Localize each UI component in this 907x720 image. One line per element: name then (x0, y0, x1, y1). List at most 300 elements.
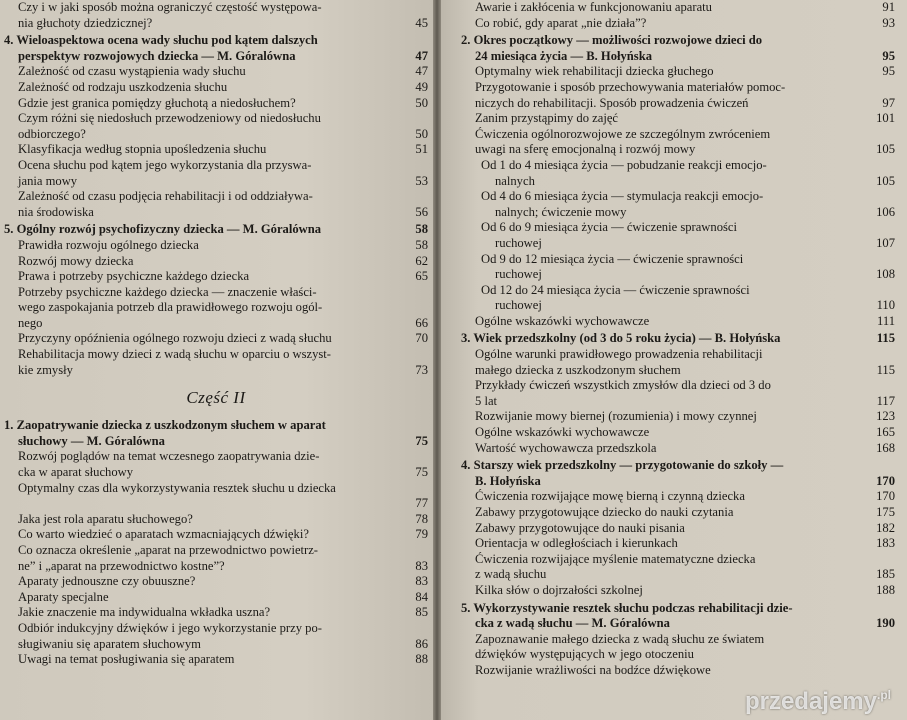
toc-entry-text (18, 300, 322, 316)
toc-page-number: 73 (415, 362, 428, 377)
toc-entry-text (495, 205, 626, 221)
toc-page-number: 53 (415, 173, 428, 188)
toc-page-number: 168 (876, 440, 895, 455)
toc-entry-text (18, 481, 336, 497)
toc-entry-text (475, 536, 678, 552)
toc-page-number: 182 (876, 520, 895, 535)
toc-page-number: 95 (882, 64, 895, 79)
toc-page-number: 123 (876, 409, 895, 424)
toc-entry-text (475, 663, 711, 679)
toc-entry-title: Uwagi na temat posługiwania się aparatem (18, 652, 235, 667)
toc-entry (4, 512, 428, 528)
right-toc-column (461, 0, 895, 679)
toc-entry-text (481, 158, 767, 174)
toc-page-number: 50 (415, 95, 428, 110)
toc-entry (4, 16, 428, 32)
toc-chapter-number: 5. (4, 222, 17, 237)
toc-page-number: 106 (876, 204, 895, 219)
toc-entry (4, 316, 428, 332)
toc-entry-text (18, 637, 201, 653)
toc-entry-text (475, 96, 748, 112)
toc-page-number: 79 (415, 527, 428, 542)
toc-entry-title: Wartość wychowawcza przedszkola (475, 440, 657, 455)
toc-entry-title: ruchowej (495, 235, 542, 250)
toc-entry-text (481, 252, 743, 268)
toc-entry (4, 590, 428, 606)
toc-entry (461, 505, 895, 521)
toc-entry (461, 647, 895, 663)
toc-chapter-entry (461, 331, 895, 347)
toc-page-number: 165 (876, 425, 895, 440)
toc-entry (461, 80, 895, 96)
toc-page-number: 190 (876, 616, 895, 631)
toc-entry-title: Jaka jest rola aparatu słuchowego? (18, 511, 193, 526)
toc-chapter-entry (4, 33, 428, 49)
toc-entry-text (18, 574, 195, 590)
toc-entry (461, 521, 895, 537)
toc-entry-text (18, 285, 317, 301)
toc-page-number: 115 (876, 331, 895, 346)
toc-entry-title: Ćwiczenia rozwijające mowę bierną i czynną dziecka (475, 489, 745, 504)
toc-entry-title: perspektyw rozwojowych dziecka — M. Góralówna (18, 48, 296, 63)
toc-entry (4, 434, 428, 450)
toc-entry (4, 127, 428, 143)
toc-entry-text (475, 64, 714, 80)
toc-entry-text (475, 552, 755, 568)
toc-entry-title: Potrzeby psychiczne każdego dziecka — znaczenie właści- (18, 284, 317, 299)
toc-entry-text (18, 0, 322, 16)
toc-page-number: 77 (415, 496, 428, 511)
toc-entry (4, 300, 428, 316)
toc-chapter-entry (4, 418, 428, 434)
toc-page-number: 47 (415, 64, 428, 79)
toc-entry (4, 574, 428, 590)
toc-entry-title: Czy i w jaki sposób można ograniczyć częstość występowa- (18, 0, 322, 14)
toc-entry-text (18, 347, 331, 363)
toc-entry (4, 605, 428, 621)
toc-entry-text (4, 418, 326, 434)
toc-entry-title: Co robić, gdy aparat „nie działa”? (475, 15, 647, 30)
toc-page-number: 88 (415, 652, 428, 667)
toc-entry-text (18, 543, 318, 559)
toc-entry (461, 220, 895, 236)
toc-entry-text (461, 331, 780, 347)
toc-entry-title: Od 4 do 6 miesiąca życia — stymulacja reakcji emocjo- (481, 189, 764, 204)
toc-entry-text (475, 111, 618, 127)
toc-entry-title: Ćwiczenia rozwijające myślenie matematyczne dziecka (475, 551, 756, 566)
toc-entry (4, 637, 428, 653)
toc-entry-text (4, 33, 318, 49)
toc-chapter-number: 4. (4, 33, 17, 48)
toc-page-number: 93 (882, 15, 895, 30)
toc-entry (4, 189, 428, 205)
toc-entry-text (475, 521, 685, 537)
toc-entry (461, 96, 895, 112)
watermark-suffix: .pl (877, 688, 891, 702)
toc-entry (461, 16, 895, 32)
toc-entry-text (475, 314, 649, 330)
toc-page-number: 101 (876, 111, 895, 126)
toc-entry (461, 64, 895, 80)
toc-entry-title: Ocena słuchu pod kątem jego wykorzystania dla przyswa- (18, 157, 312, 172)
toc-entry-title: Zależność od czasu wystąpienia wady słuchu (18, 64, 246, 79)
toc-entry (4, 652, 428, 668)
toc-entry-text (18, 127, 86, 143)
toc-entry-title: wego zaspokajania potrzeb dla prawidłowego rozwoju ogól- (18, 300, 323, 315)
toc-entry-text (461, 458, 783, 474)
toc-entry-text (18, 512, 193, 528)
toc-entry-title: Wykorzystywanie resztek słuchu podczas rehabilitacji dzie- (473, 600, 793, 615)
toc-entry (4, 285, 428, 301)
toc-entry-text (475, 49, 652, 65)
toc-page-number: 45 (415, 15, 428, 30)
toc-entry (4, 80, 428, 96)
toc-entry-title: Zabawy przygotowujące do nauki pisania (475, 520, 685, 535)
right-page (441, 0, 907, 720)
toc-entry (4, 158, 428, 174)
toc-entry-title: Czym różni się niedosłuch przewodzeniowy od niedosłuchu (18, 111, 321, 126)
toc-entry-text (461, 601, 793, 617)
toc-entry (461, 632, 895, 648)
toc-entry (461, 111, 895, 127)
toc-page-number: 83 (415, 558, 428, 573)
toc-entry-title: Prawa i potrzeby psychiczne każdego dziecka (18, 269, 250, 284)
toc-entry-title: ne” i „aparat na przewodnictwo kostne”? (18, 558, 225, 573)
toc-entry-text (475, 127, 770, 143)
toc-entry-title: Zależność od rodzaju uszkodzenia słuchu (18, 79, 228, 94)
toc-entry-title: jania mowy (18, 173, 78, 188)
toc-entry-title: Awarie i zakłócenia w funkcjonowaniu aparatu (475, 0, 712, 14)
toc-entry-title: Optymalny wiek rehabilitacji dziecka głuchego (475, 64, 714, 79)
toc-entry (461, 552, 895, 568)
toc-entry-title: Zabawy przygotowujące dziecko do nauki czytania (475, 505, 734, 519)
toc-entry-text (475, 142, 695, 158)
toc-chapter-entry (4, 222, 428, 238)
toc-page-number: 85 (415, 605, 428, 620)
toc-entry (4, 174, 428, 190)
toc-entry-title: nalnych (495, 173, 535, 188)
toc-entry-text (475, 394, 497, 410)
toc-entry (4, 269, 428, 285)
toc-entry-text (18, 621, 322, 637)
toc-entry-text (18, 590, 109, 606)
toc-entry (461, 0, 895, 16)
toc-entry (461, 567, 895, 583)
toc-entry-text (18, 96, 296, 112)
toc-entry-text (475, 363, 681, 379)
left-page (0, 0, 433, 720)
toc-entry-title: Ćwiczenia ogólnorozwojowe ze szczególnym zwróceniem (475, 126, 771, 141)
left-toc-column (4, 0, 428, 668)
toc-entry (461, 174, 895, 190)
toc-page-number: 78 (415, 511, 428, 526)
toc-page-number: 110 (876, 298, 895, 313)
toc-entry-title: Przyczyny opóźnienia ogólnego rozwoju dzieci z wadą słuchu (18, 331, 332, 346)
toc-entry-title: ruchowej (495, 267, 542, 282)
toc-entry-text (18, 254, 133, 270)
toc-entry-title: Rozwój poglądów na temat wczesnego zaopatrywania dzie- (18, 449, 320, 464)
toc-entry-title: Zależność od czasu podjęcia rehabilitacji i od oddziaływa- (18, 189, 313, 204)
toc-entry (461, 142, 895, 158)
toc-entry-title: Ogólne warunki prawidłowego prowadzenia rehabilitacji (475, 347, 763, 362)
toc-entry-text (495, 298, 542, 314)
toc-entry-title: Jakie znaczenie ma indywidualna wkładka uszna? (18, 605, 271, 620)
toc-page-number: 183 (876, 536, 895, 551)
toc-entry-title: Zaopatrywanie dziecka z uszkodzonym słuchem w aparat (16, 418, 326, 433)
toc-page-number: 107 (876, 235, 895, 250)
toc-page-number: 115 (876, 362, 895, 377)
toc-entry-title: Zanim przystąpimy do zajęć (475, 111, 619, 126)
toc-entry-title: niczych do rehabilitacji. Sposób prowadzenia ćwiczeń (475, 95, 749, 110)
toc-page-number: 86 (415, 636, 428, 651)
toc-page-number: 91 (882, 0, 895, 14)
toc-entry-title: Ogólne wskazówki wychowawcze (475, 425, 650, 440)
toc-entry (4, 465, 428, 481)
toc-entry (4, 0, 428, 16)
toc-entry-text (18, 80, 227, 96)
toc-entry (461, 663, 895, 679)
toc-entry-text (18, 64, 246, 80)
toc-entry-title: Rozwijanie mowy biernej (rozumienia) i mowy czynnej (475, 409, 757, 424)
toc-entry (461, 127, 895, 143)
toc-entry-title: Odbiór indukcyjny dźwięków i jego wykorzystanie przy po- (18, 620, 322, 635)
toc-page-number: 65 (415, 269, 428, 284)
toc-entry (4, 205, 428, 221)
toc-entry-title: Aparaty specjalne (18, 589, 109, 604)
watermark-logo (745, 688, 891, 716)
toc-entry-text (475, 583, 643, 599)
toc-entry-text (481, 189, 763, 205)
toc-entry-title: cka z wadą słuchu — M. Góralówna (475, 616, 670, 631)
toc-entry-text (18, 111, 321, 127)
toc-entry-text (475, 567, 546, 583)
toc-entry-title: kie zmysły (18, 362, 73, 377)
toc-entry-title: Wiek przedszkolny (od 3 do 5 roku życia) — B. Hołyńska (473, 331, 781, 346)
toc-entry-title: Od 12 do 24 miesiąca życia — ćwiczenie sprawności (481, 282, 750, 297)
toc-entry (4, 347, 428, 363)
toc-page-number: 66 (415, 315, 428, 330)
toc-page-number: 170 (876, 489, 895, 504)
toc-entry-text (481, 220, 737, 236)
toc-page-number: 50 (415, 126, 428, 141)
toc-page-number: 105 (876, 173, 895, 188)
toc-entry-text (18, 316, 42, 332)
toc-page-number: 62 (415, 253, 428, 268)
toc-page-number: 51 (415, 142, 428, 157)
toc-entry (461, 347, 895, 363)
toc-page-number: 170 (876, 473, 895, 488)
toc-entry-title: nia środowiska (18, 204, 94, 219)
toc-chapter-number: 1. (4, 418, 17, 433)
toc-entry-text (18, 434, 165, 450)
toc-entry-title: 24 miesiąca życia — B. Hołyńska (475, 48, 653, 63)
toc-entry (461, 441, 895, 457)
toc-entry (4, 49, 428, 65)
toc-entry-title: 5 lat (475, 393, 498, 408)
toc-chapter-entry (461, 33, 895, 49)
toc-entry-text (475, 16, 646, 32)
toc-entry-text (475, 505, 733, 521)
toc-page-number: 83 (415, 574, 428, 589)
toc-entry (461, 363, 895, 379)
toc-entry (461, 236, 895, 252)
toc-entry-text (18, 605, 270, 621)
toc-entry (4, 559, 428, 575)
toc-entry-text (4, 222, 321, 238)
toc-entry-text (475, 632, 764, 648)
toc-page-number: 97 (882, 95, 895, 110)
toc-entry (4, 254, 428, 270)
toc-entry-title: Orientacja w odległościach i kierunkach (475, 536, 678, 551)
toc-entry (461, 314, 895, 330)
toc-entry (461, 158, 895, 174)
toc-entry-text (18, 449, 319, 465)
toc-entry-title: Wieloaspektowa ocena wady słuchu pod kątem dalszych (16, 33, 318, 48)
toc-entry-title: uwagi na sferę emocjonalną i rozwój mowy (475, 142, 696, 157)
toc-entry (4, 527, 428, 543)
toc-page-number: 84 (415, 589, 428, 604)
part-heading: Część II (186, 388, 246, 408)
toc-page-number: 117 (876, 393, 895, 408)
toc-entry-text (18, 174, 77, 190)
toc-entry-title: Rozwój mowy dziecka (18, 253, 134, 268)
toc-page-number: 185 (876, 567, 895, 582)
toc-entry-title: cka w aparat słuchowy (18, 465, 134, 480)
toc-page-number: 95 (882, 48, 895, 63)
toc-entry-text (18, 205, 94, 221)
toc-entry-title: Gdzie jest granica pomiędzy głuchotą a niedosłuchem? (18, 95, 296, 110)
toc-entry-title: sługiwaniu się aparatem słuchowym (18, 636, 201, 651)
toc-entry (4, 543, 428, 559)
toc-entry-title: Klasyfikacja według stopnia upośledzenia słuchu (18, 142, 267, 157)
toc-chapter-number: 3. (461, 331, 474, 346)
toc-entry-text (475, 0, 712, 16)
toc-entry-title: nego (18, 315, 43, 330)
toc-entry (4, 331, 428, 347)
toc-page-number: 75 (415, 465, 428, 480)
toc-entry (461, 425, 895, 441)
toc-entry-text (475, 425, 649, 441)
toc-entry (461, 409, 895, 425)
toc-entry (4, 64, 428, 80)
toc-entry (461, 49, 895, 65)
toc-entry-title: Co warto wiedzieć o aparatach wzmacniających dźwięki? (18, 527, 309, 542)
toc-chapter-entry (461, 458, 895, 474)
toc-entry-text (18, 142, 266, 158)
toc-entry-text (475, 80, 785, 96)
toc-entry-text (475, 489, 745, 505)
toc-entry-text (495, 236, 542, 252)
toc-entry-title: małego dziecka z uszkodzonym słuchem (475, 362, 681, 377)
toc-entry-text (18, 559, 225, 575)
toc-entry (4, 111, 428, 127)
toc-page-number: 105 (876, 142, 895, 157)
toc-page-number: 175 (876, 505, 895, 519)
toc-page-number: 70 (415, 331, 428, 346)
toc-entry-text (475, 474, 541, 490)
toc-entry-text (461, 33, 762, 49)
toc-entry-title: Rozwijanie wrażliwości na bodźce dźwiękowe (475, 662, 711, 677)
toc-entry-title: Optymalny czas dla wykorzystywania resztek słuchu u dziecka (18, 480, 336, 495)
toc-entry-text (18, 238, 199, 254)
toc-entry-text (495, 267, 542, 283)
toc-entry-text (18, 652, 234, 668)
toc-entry-title: Co oznacza określenie „aparat na przewodnictwo powietrz- (18, 543, 319, 557)
toc-entry-text (475, 378, 771, 394)
toc-entry (461, 394, 895, 410)
toc-entry (4, 142, 428, 158)
toc-entry-text (475, 616, 670, 632)
toc-entry (4, 621, 428, 637)
toc-entry-text (475, 647, 694, 663)
toc-entry (4, 449, 428, 465)
toc-entry-title: Ogólny rozwój psychofizyczny dziecka — M. Góralówna (16, 222, 322, 237)
toc-entry-title: Od 9 do 12 miesiąca życia — ćwiczenie sprawności (481, 251, 744, 266)
toc-page-number: 111 (877, 313, 895, 328)
toc-page-number: 47 (415, 48, 428, 63)
toc-chapter-number: 5. (461, 600, 474, 615)
toc-page-number: 49 (415, 79, 428, 94)
toc-entry (461, 583, 895, 599)
toc-entry (461, 252, 895, 268)
toc-entry-text (475, 441, 657, 457)
toc-entry-title: Od 1 do 4 miesiąca życia — pobudzanie reakcji emocjo- (481, 157, 767, 172)
toc-entry-title: Zapoznawanie małego dziecka z wadą słuchu ze światem (475, 631, 765, 646)
toc-entry-text (18, 16, 152, 32)
toc-entry-title: Przykłady ćwiczeń wszystkich zmysłów dla dzieci od 3 do (475, 378, 771, 393)
toc-entry-text (18, 269, 249, 285)
toc-entry (461, 616, 895, 632)
toc-page-number: 58 (415, 237, 428, 252)
toc-entry (461, 189, 895, 205)
toc-entry-title: Rehabilitacja mowy dzieci z wadą słuchu w oparciu o wszyst- (18, 347, 331, 362)
toc-entry-title: Od 6 do 9 miesiąca życia — ćwiczenie sprawności (481, 220, 737, 235)
toc-entry-text (18, 49, 296, 65)
toc-entry-title: z wadą słuchu (475, 567, 547, 582)
toc-entry-title: odbiorczego? (18, 126, 86, 141)
toc-entry-title: Starszy wiek przedszkolny — przygotowanie do szkoły — (473, 458, 784, 473)
toc-entry-text (18, 331, 332, 347)
toc-entry (461, 267, 895, 283)
toc-page-number: 75 (415, 433, 428, 448)
toc-chapter-entry (461, 601, 895, 617)
toc-entry (461, 283, 895, 299)
toc-entry (461, 205, 895, 221)
toc-entry-text (475, 409, 757, 425)
toc-entry (461, 378, 895, 394)
toc-entry (461, 536, 895, 552)
toc-entry-title: ruchowej (495, 298, 542, 313)
toc-page-number: 188 (876, 582, 895, 597)
toc-page-number: 58 (415, 222, 428, 237)
watermark-text: przedajemy (744, 688, 877, 715)
toc-entry (461, 298, 895, 314)
toc-entry-text (495, 174, 535, 190)
toc-entry-title: Aparaty jednouszne czy obuuszne? (18, 574, 196, 589)
toc-entry-title: nalnych; ćwiczenie mowy (495, 204, 627, 219)
toc-entry-title: Prawidła rozwoju ogólnego dziecka (18, 237, 199, 252)
toc-entry-title: B. Hołyńska (475, 473, 541, 488)
toc-entry-title: Okres początkowy — możliwości rozwojowe dzieci do (473, 33, 763, 48)
toc-page-number: 56 (415, 204, 428, 219)
toc-entry-title: Ogólne wskazówki wychowawcze (475, 313, 650, 328)
toc-entry (4, 496, 428, 512)
toc-entry (4, 96, 428, 112)
toc-entry-text (18, 363, 73, 379)
toc-entry-text (481, 283, 750, 299)
toc-entry-text (18, 158, 311, 174)
toc-entry-text (18, 189, 313, 205)
